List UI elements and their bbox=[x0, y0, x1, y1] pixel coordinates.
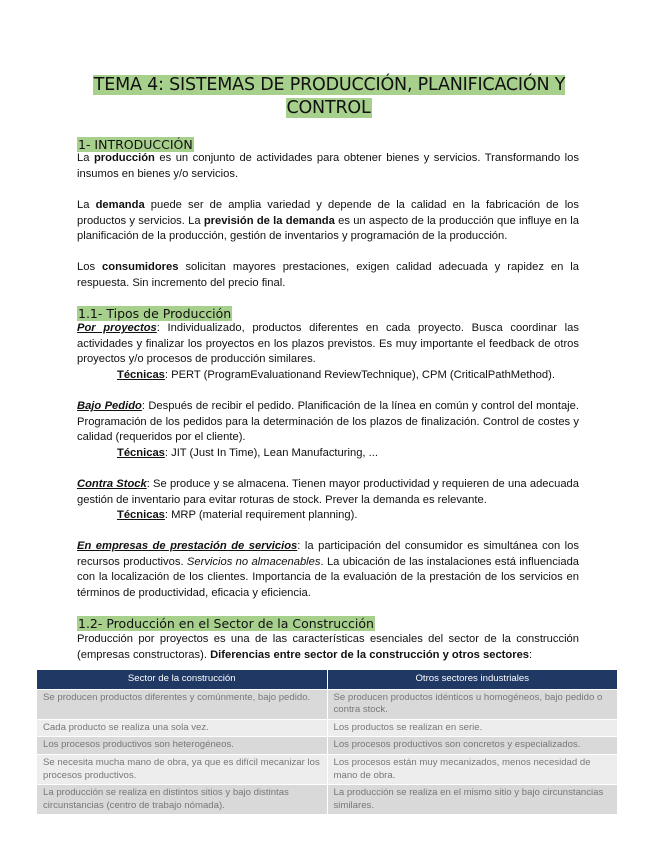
table-cell: Los procesos productivos son concretos y especializados. bbox=[327, 737, 618, 755]
text-run: Contra Stock bbox=[77, 478, 147, 490]
text-run: es un conjunto de actividades para obtener bienes y servicios. Transformando los insumos en bienes y/o servicios. bbox=[77, 152, 579, 180]
text-run: demanda bbox=[95, 199, 145, 211]
text-run: previsión de la demanda bbox=[203, 214, 335, 227]
table-row bbox=[37, 689, 618, 719]
section-heading-construccion: 1.2- Producción en el Sector de la Construcción bbox=[78, 616, 374, 631]
table-cell: Se producen productos idénticos u homogéneos, bajo pedido o contra stock. bbox=[327, 689, 618, 719]
text-run: : JIT (Just In Time), Lean Manufacturing, ... bbox=[164, 447, 378, 459]
text-run: La bbox=[77, 199, 96, 211]
table-cell: Cada producto se realiza una sola vez. bbox=[37, 719, 328, 737]
table-cell: La producción se realiza en distintos sitios y bajo distintas circunstancias (centro de trabajo nómada). bbox=[37, 785, 328, 815]
paragraph-bajo-pedido bbox=[77, 399, 579, 446]
text-run: En empresas de prestación de servicios bbox=[77, 540, 298, 552]
text-run: La bbox=[77, 152, 94, 164]
text-run: : Se produce y se almacena. Tienen mayor productividad y requieren de una adecuada gestión de inventario para evitar roturas de stock. Prever la demanda es relevante. bbox=[77, 478, 580, 506]
table-row bbox=[37, 737, 618, 755]
paragraph-contra-stock bbox=[77, 477, 579, 508]
text-run: Servicios no almacenables bbox=[186, 555, 321, 568]
text-run: Técnicas bbox=[117, 447, 165, 459]
section-heading-introduccion: 1- INTRODUCCIÓN bbox=[78, 137, 193, 152]
table-row bbox=[37, 785, 618, 815]
comparison-table bbox=[36, 669, 618, 815]
text-run: solicitan mayores prestaciones, exigen calidad adecuada y rapidez en la respuesta. Sin incremento del precio final. bbox=[77, 261, 579, 289]
page-title bbox=[74, 74, 584, 120]
table-cell: Los procesos están muy mecanizados, menos necesidad de mano de obra. bbox=[327, 754, 618, 784]
table-header-otros: Otros sectores industriales bbox=[327, 670, 618, 690]
paragraph-consumidores bbox=[77, 260, 579, 291]
text-run: : la participación del consumidor es simultánea con los recursos productivos. bbox=[77, 540, 579, 568]
table-row bbox=[37, 719, 618, 737]
text-run: producción bbox=[93, 152, 155, 164]
text-run: : PERT (ProgramEvaluationand ReviewTechnique), CPM (CriticalPathMethod). bbox=[164, 369, 555, 381]
text-run: Técnicas bbox=[117, 369, 165, 381]
section-heading-tipos-produccion: 1.1- Tipos de Producción bbox=[78, 306, 232, 321]
table-cell: Los productos se realizan en serie. bbox=[327, 719, 618, 737]
page-title-text: TEMA 4: SISTEMAS DE PRODUCCIÓN, PLANIFICACIÓN Y CONTROL bbox=[93, 75, 566, 118]
table-cell: Se necesita mucha mano de obra, ya que es difícil mecanizar los procesos productivos. bbox=[37, 754, 328, 784]
paragraph-por-proyectos bbox=[77, 321, 579, 368]
text-run: : Individualizado, productos diferentes en cada proyecto. Busca coordinar las actividades y finalizar los proyectos en los plazos previstos. Es muy importante el feedback de otros proyectos y/o procesos de producción similares. bbox=[77, 322, 579, 366]
paragraph-demanda bbox=[77, 198, 579, 245]
table-row bbox=[37, 754, 618, 784]
paragraph-construccion bbox=[77, 632, 579, 663]
table-header-row bbox=[37, 670, 618, 690]
table-header-construccion: Sector de la construcción bbox=[37, 670, 328, 690]
table-cell: Los procesos productivos son heterogéneos. bbox=[37, 737, 328, 755]
techniques-por-proyectos bbox=[77, 368, 579, 384]
text-run: : MRP (material requirement planning). bbox=[164, 509, 358, 521]
techniques-contra-stock bbox=[77, 508, 579, 524]
paragraph-servicios bbox=[77, 539, 579, 601]
text-run: Bajo Pedido bbox=[77, 400, 142, 412]
text-run: Por proyectos bbox=[77, 322, 157, 334]
text-run: : bbox=[529, 648, 533, 661]
text-run: consumidores bbox=[102, 261, 179, 273]
text-run: Producción por proyectos es una de las características esenciales del sector de la construcción (empresas constructoras). bbox=[77, 633, 579, 661]
paragraph-produccion bbox=[77, 151, 579, 182]
text-run: es un aspecto de la producción que influye en la planificación de la producción, gestión de inventarios y programación de la producción. bbox=[77, 214, 579, 243]
text-run: : Después de recibir el pedido. Planificación de la línea en común y control del montaje. Programación de los pedidos para la determinación de los plazos de finalización. Control de costes y calidad (requeridos por el cliente). bbox=[77, 400, 579, 444]
text-run: puede ser de amplia variedad y depende de la calidad en la fabricación de los productos y servicios. La bbox=[77, 199, 579, 227]
techniques-bajo-pedido bbox=[77, 446, 579, 462]
table-cell: Se producen productos diferentes y comúnmente, bajo pedido. bbox=[37, 689, 328, 719]
text-run: Diferencias entre sector de la construcción y otros sectores bbox=[210, 648, 530, 661]
table-cell: La producción se realiza en el mismo sitio y bajo circunstancias similares. bbox=[327, 785, 618, 815]
text-run: Técnicas bbox=[117, 509, 165, 521]
text-run: . La ubicación de las instalaciones está influenciada con la localización de los clientes. Importancia de la evaluación de la prestación de los servicios en términos de productividad, eficacia y eficiencia. bbox=[77, 555, 580, 599]
text-run: Los bbox=[77, 261, 103, 273]
